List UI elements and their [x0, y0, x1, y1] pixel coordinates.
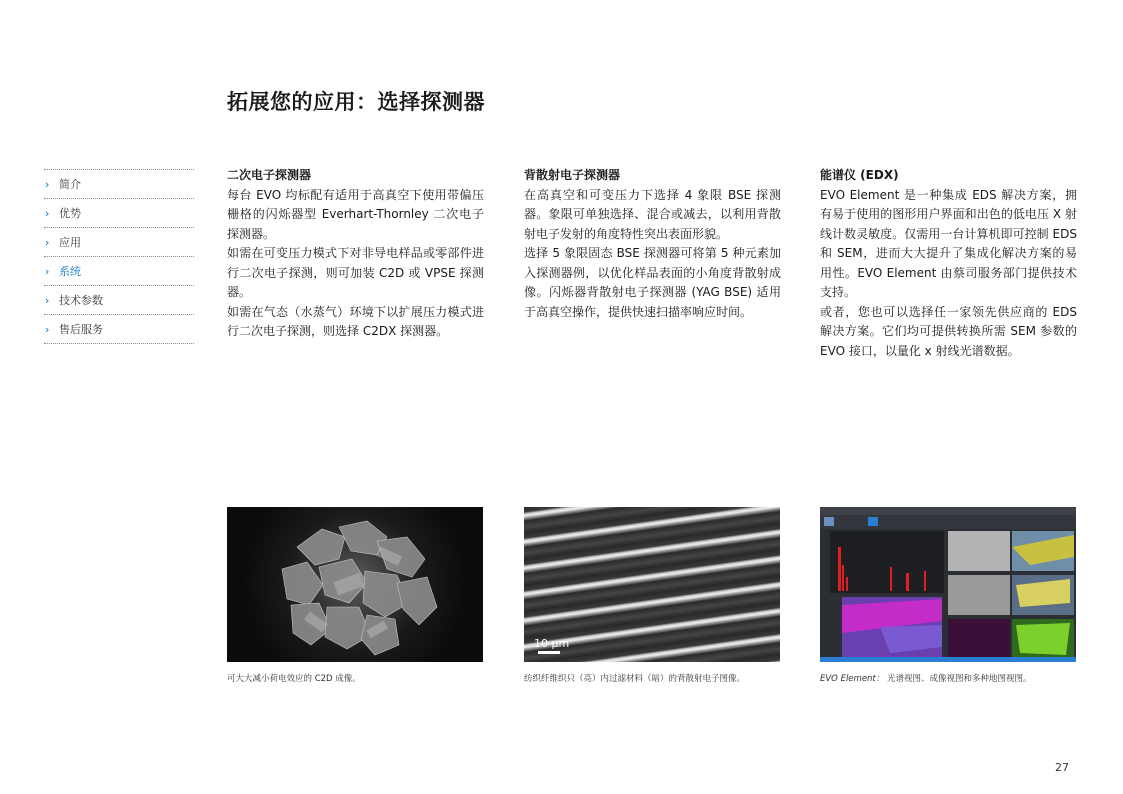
image-caption: 纺织纤维织只（亮）内过滤材料（暗）的背散射电子图像。: [524, 674, 746, 684]
column-paragraph: 每台 EVO 均标配有适用于高真空下使用带偏压栅格的闪烁器型 Everhart-Thornley 二次电子探测器。: [227, 187, 484, 241]
column-heading: 二次电子探测器: [227, 168, 312, 182]
nav-item-specifications[interactable]: [44, 285, 194, 314]
nav-item-label: 简介: [59, 178, 81, 191]
image-caption: 可大大减小荷电效应的 C2D 成像。: [227, 674, 361, 684]
nav-item-service[interactable]: [44, 314, 194, 344]
section-nav: [44, 169, 194, 344]
nav-item-label: 系统: [59, 265, 81, 278]
nav-item-system[interactable]: [44, 256, 194, 285]
scale-bar: [534, 637, 569, 654]
column-heading: 背散射电子探测器: [524, 168, 621, 182]
chevron-right-icon: ›: [45, 235, 50, 249]
column-edx: [820, 166, 1077, 361]
column-heading: 能谱仪 (EDX): [820, 168, 899, 182]
column-paragraph: 如需在气态（水蒸气）环境下以扩展压力模式进行二次电子探测，则选择 C2DX 探测器。: [227, 304, 484, 338]
nav-item-label: 优势: [59, 207, 81, 220]
nav-item-applications[interactable]: [44, 227, 194, 256]
column-paragraph: 在高真空和可变压力下选择 4 象限 BSE 探测器。象限可单独选择、混合或减去，以利用背散射电子发射的角度特性突出表面形貌。: [524, 187, 781, 241]
eds-software-graphic: [820, 507, 1076, 662]
column-paragraph: 如需在可变压力模式下对非导电样品或零部件进行二次电子探测，则可加装 C2D 或 VPSE 探测器。: [227, 246, 484, 299]
eds-software-screenshot: [820, 507, 1076, 662]
bse-image-textile-fibers: [524, 507, 780, 662]
sem-image-crystal-c2d: [227, 507, 483, 662]
chevron-right-icon: ›: [45, 206, 50, 220]
page-title: 拓展您的应用：选择探测器: [227, 90, 485, 114]
caption-product-name: EVO Element：: [820, 674, 885, 684]
column-secondary-electron-detector: [227, 166, 484, 342]
crystal-cluster-graphic: [227, 507, 483, 662]
column-paragraph: 或者，您也可以选择任一家领先供应商的 EDS 解决方案。它们均可提供转换所需 SEM 参数的 EVO 接口，以量化 x 射线光谱数据。: [820, 304, 1077, 358]
chevron-right-icon: ›: [45, 177, 50, 191]
column-paragraph: EVO Element 是一种集成 EDS 解决方案，拥有易于使用的图形用户界面和出色的低电压 X 射线计数灵敏度。仅需用一台计算机即可控制 EDS 和 SEM，进而大大提升了集成化解决方案的易用性。EVO Element 由蔡司服务部门提供技术支持。: [820, 187, 1077, 299]
nav-item-label: 应用: [59, 236, 81, 249]
nav-item-label: 技术参数: [59, 294, 103, 307]
caption-text: 光谱视图、成像视图和多种地图视图。: [884, 674, 1032, 684]
chevron-right-icon: ›: [45, 293, 50, 307]
page-number: 27: [1055, 761, 1069, 774]
image-caption: [820, 672, 1032, 684]
nav-item-label: 售后服务: [59, 323, 103, 336]
chevron-right-icon: ›: [45, 264, 50, 278]
chevron-right-icon: ›: [45, 322, 50, 336]
scale-bar-line: [538, 651, 560, 654]
nav-item-advantages[interactable]: [44, 198, 194, 227]
nav-item-intro[interactable]: [44, 169, 194, 198]
column-paragraph: 选择 5 象限固态 BSE 探测器可将第 5 种元素加入探测器例，以优化样品表面的小角度背散射成像。闪烁器背散射电子探测器 (YAG BSE) 适用于高真空操作，提供快速扫描率响应时间。: [524, 246, 781, 319]
column-backscatter-detector: [524, 166, 781, 322]
scale-bar-label: 10 µm: [534, 637, 570, 650]
